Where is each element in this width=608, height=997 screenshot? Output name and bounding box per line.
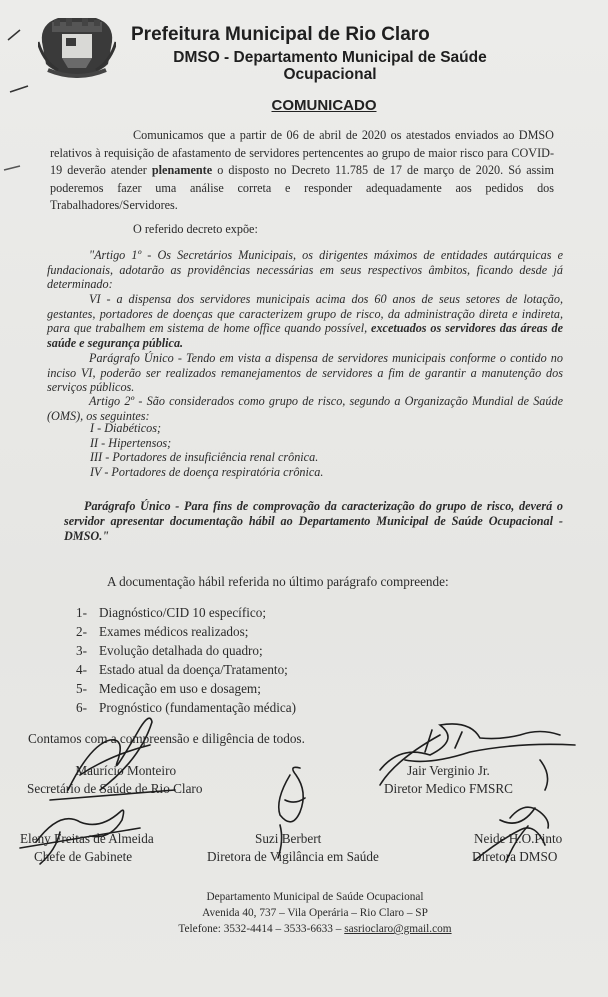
footer-address: Avenida 40, 737 – Vila Operária – Rio Claro – SP	[202, 907, 428, 919]
signer-name: Neide H.O.Pinto	[474, 831, 563, 846]
signature-block-director-fmsrc	[384, 762, 513, 798]
closing-text: Contamos com a compreensão e diligência de todos.	[28, 731, 305, 746]
risk-group-item: III - Portadores de insuficiência renal crônica.	[90, 450, 319, 465]
decree-paragrafo-unico-1: Parágrafo Único - Tendo em vista a dispensa de servidores municipais conforme o contido no inciso VI, poderão ser realizados remanejamentos de servidores a fim de garantir a manutenção dos serviços públicos.	[47, 351, 563, 395]
signer-role: Chefe de Gabinete	[34, 849, 133, 864]
footer-email-link[interactable]: sasrioclaro@gmail.com	[344, 923, 452, 935]
list-item	[76, 660, 296, 679]
decree-article-1: "Artigo 1º - Os Secretários Municipais, os dirigentes máximos de entidades autárquicas e fundacionais, adotarão as providências necessárias em seus respectivos âmbitos, ficando desde já determinado:	[47, 248, 563, 292]
signature-block-dmso-director	[474, 830, 562, 866]
inciso-vi-emphasis: excetuados os servidores das áreas de saúde e segurança pública.	[47, 321, 564, 350]
risk-group-item: II - Hipertensos;	[90, 435, 172, 450]
footer-contact	[0, 921, 608, 937]
list-text: Estado atual da doença/Tratamento;	[99, 662, 288, 677]
list-number: 6-	[76, 700, 87, 715]
list-item	[76, 679, 296, 698]
signature-block-surveillance	[207, 830, 379, 866]
list-item	[76, 641, 296, 660]
footer	[0, 889, 608, 937]
risk-group-item: I - Diabéticos;	[90, 421, 162, 435]
signer-role: Diretor Medico FMSRC	[384, 781, 513, 796]
list-text: Evolução detalhada do quadro;	[99, 643, 263, 658]
list-text: Diagnóstico/CID 10 específico;	[99, 605, 267, 620]
list-number: 4-	[76, 662, 87, 677]
intro-text-1: Comunicamos que a partir de 06 de abril de 2020 os atestados enviados ao DMSO relativos à requisição de afastamento de servidores pertencentes ao grupo de maior risco para COVID-19 deverão atender	[50, 128, 554, 177]
intro-paragraph	[50, 127, 554, 215]
header-org: Prefeitura Municipal de Rio Claro	[131, 24, 430, 45]
signer-name: Suzi Berbert	[255, 831, 322, 846]
footer-dept: Departamento Municipal de Saúde Ocupacional	[206, 891, 424, 903]
documentation-list	[76, 603, 296, 717]
list-text: Exames médicos realizados;	[99, 624, 249, 639]
signer-role: Secretário de Saúde de Rio Claro	[27, 781, 203, 796]
list-text: Medicação em uso e dosagem;	[99, 681, 261, 696]
footer-phone: Telefone: 3532-4414 – 3533-6633 –	[178, 923, 345, 935]
documentation-intro: A documentação hábil referida no último parágrafo compreende:	[107, 574, 449, 589]
signer-role: Diretora DMSO	[472, 849, 558, 864]
decree-paragrafo-unico-2: Parágrafo Único - Para fins de comprovação da caracterização do grupo de risco, deverá o servidor apresentar documentação hábil ao Departamento Municipal de Saúde Ocupacional - DMSO."	[64, 499, 563, 543]
list-number: 5-	[76, 681, 87, 696]
decree-inciso-vi	[47, 292, 563, 350]
list-text: Prognóstico (fundamentação médica)	[99, 700, 297, 715]
header-department: DMSO - Departamento Municipal de Saúde Ocupacional	[173, 49, 487, 83]
risk-group-list	[90, 421, 323, 479]
decree-intro: O referido decreto expõe:	[133, 222, 258, 236]
risk-group-item: IV - Portadores de doença respiratória crônica.	[90, 464, 324, 479]
signer-name: Maurício Monteiro	[75, 763, 177, 778]
list-item	[76, 698, 296, 717]
signature-block-secretary	[27, 762, 203, 798]
intro-emphasis: plenamente	[151, 163, 213, 177]
signer-role: Diretora de Vigilância em Saúde	[207, 849, 379, 864]
signer-name: Jair Verginio Jr.	[407, 763, 490, 778]
list-number: 2-	[76, 624, 87, 639]
signature-block-chief-of-staff	[20, 830, 154, 866]
intro-text-2: o disposto no Decreto 11.785 de 17 de março de 2020. Só assim poderemos fazer uma análise correta e responder adequadamente aos pedidos dos Trabalhadores/Servidores.	[50, 163, 554, 212]
signer-name: Eleny Freitas de Almeida	[20, 831, 154, 846]
list-number: 1-	[76, 605, 87, 620]
decree-article-2: Artigo 2º - São considerados como grupo de risco, segundo a Organização Mundial de Saúde (OMS), os seguintes:	[47, 394, 563, 423]
inciso-vi-text: VI - a dispensa dos servidores municipais acima dos 60 anos de seus setores de lotação, gestantes, portadores de doenças que caracterizem grupo de risco, da administração direta e indireta, para que trabalhem em sistema de home office quando possível,	[47, 292, 563, 336]
list-item	[76, 603, 296, 622]
list-item	[76, 622, 296, 641]
list-number: 3-	[76, 643, 87, 658]
document-title: COMUNICADO	[271, 97, 377, 114]
coat-of-arms-icon	[38, 12, 116, 78]
